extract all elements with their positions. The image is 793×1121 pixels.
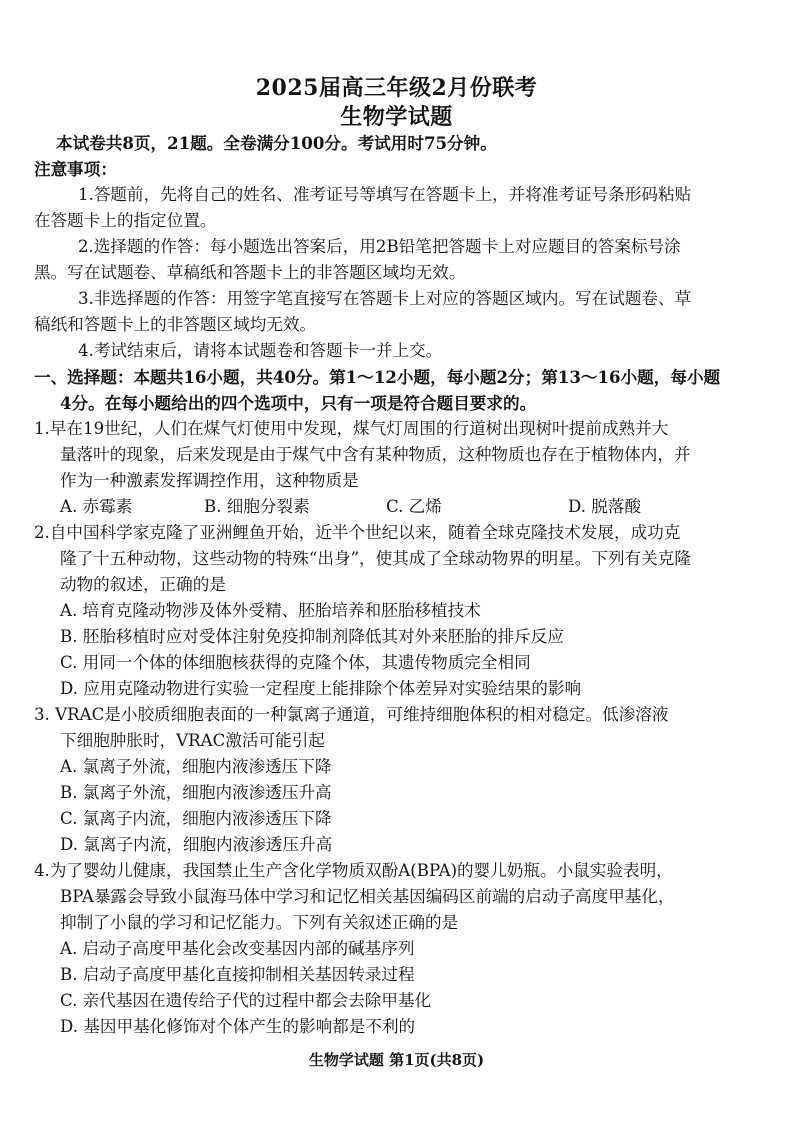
exam-title: 2025届高三年级2月份联考	[255, 75, 538, 101]
question-1-option-b: B. 细胞分裂素	[204, 497, 310, 516]
question-3-option-b: B. 氯离子外流，细胞内液渗透压升高	[60, 783, 332, 802]
question-2-option-d: D. 应用克隆动物进行实验一定程度上能排除个体差异对实验结果的影响	[60, 679, 582, 698]
notice-heading: 注意事项：	[34, 159, 117, 179]
exam-subtitle: 生物学试题	[340, 104, 453, 130]
question-2-stem-line-3: 动物的叙述，正确的是	[60, 575, 226, 594]
notice-item-3-line-1: 3.非选择题的作答：用签字笔直接写在答题卡上对应的答题区域内。写在试题卷、草	[78, 289, 692, 308]
question-1-options	[0, 494, 793, 520]
notice-item-1-line-2: 在答题卡上的指定位置。	[34, 211, 217, 230]
notice-item-2-line-1: 2.选择题的作答：每小题选出答案后，用2B铅笔把答题卡上对应题目的答案标号涂	[78, 237, 681, 256]
page-footer: 生物学试题 第1页(共8页)	[308, 1051, 485, 1069]
question-3-option-c: C. 氯离子内流，细胞内液渗透压下降	[60, 809, 332, 828]
section-heading-line-2: 4分。在每小题给出的四个选项中，只有一项是符合题目要求的。	[60, 393, 537, 413]
notice-item-4: 4.考试结束后，请将本试题卷和答题卡一并上交。	[78, 341, 443, 360]
question-4-option-d: D. 基因甲基化修饰对个体产生的影响都是不利的	[60, 1017, 416, 1036]
question-2-option-a: A. 培育克隆动物涉及体外受精、胚胎培养和胚胎移植技术	[60, 601, 481, 620]
notice-item-3-line-2: 稿纸和答题卡上的非答题区域均无效。	[34, 315, 317, 334]
question-2-stem-line-1: 2.自中国科学家克隆了亚洲鲤鱼开始，近半个世纪以来，随着全球克隆技术发展，成功克	[34, 523, 681, 542]
exam-info: 本试卷共8页，21题。全卷满分100分。考试用时75分钟。	[56, 133, 497, 153]
question-1-stem-line-1: 1.早在19世纪，人们在煤气灯使用中发现，煤气灯周围的行道树出现树叶提前成熟并大	[34, 419, 669, 438]
question-1-option-d: D. 脱落酸	[568, 497, 642, 516]
question-1-option-a: A. 赤霉素	[60, 497, 133, 516]
question-4-option-a: A. 启动子高度甲基化会改变基因内部的碱基序列	[60, 939, 415, 958]
question-1-option-c: C. 乙烯	[386, 497, 442, 516]
notice-item-1-line-1: 1.答题前，先将自己的姓名、准考证号等填写在答题卡上，并将准考证号条形码粘贴	[78, 185, 692, 204]
question-4-stem-line-1: 4.为了婴幼儿健康，我国禁止生产含化学物质双酚A(BPA)的婴儿奶瓶。小鼠实验表明，	[34, 861, 673, 880]
section-heading-line-1: 一、选择题：本题共16小题，共40分。第1～12小题，每小题2分；第13～16小题，每小题	[34, 367, 721, 387]
question-3-option-a: A. 氯离子外流，细胞内液渗透压下降	[60, 757, 332, 776]
question-3-stem-line-1: 3. VRAC是小胶质细胞表面的一种氯离子通道，可维持细胞体积的相对稳定。低渗溶液	[34, 705, 669, 724]
question-4-option-c: C. 亲代基因在遗传给子代的过程中都会去除甲基化	[60, 991, 432, 1010]
notice-item-2-line-2: 黑。写在试题卷、草稿纸和答题卡上的非答题区域均无效。	[34, 263, 466, 282]
question-2-option-c: C. 用同一个体的体细胞核获得的克隆个体，其遗传物质完全相同	[60, 653, 531, 672]
question-4-option-b: B. 启动子高度甲基化直接抑制相关基因转录过程	[60, 965, 415, 984]
question-3-stem-line-2: 下细胞肿胀时，VRAC激活可能引起	[60, 731, 325, 750]
question-4-stem-line-3: 抑制了小鼠的学习和记忆能力。下列有关叙述正确的是	[60, 913, 459, 932]
question-1-stem-line-2: 量落叶的现象，后来发现是由于煤气中含有某种物质，这种物质也存在于植物体内，并	[60, 445, 691, 464]
question-1-stem-line-3: 作为一种激素发挥调控作用，这种物质是	[60, 471, 359, 490]
question-2-option-b: B. 胚胎移植时应对受体注射免疫抑制剂降低其对外来胚胎的排斥反应	[60, 627, 564, 646]
question-3-option-d: D. 氯离子内流，细胞内液渗透压升高	[60, 835, 333, 854]
question-2-stem-line-2: 隆了十五种动物，这些动物的特殊“出身”，使其成了全球动物界的明星。下列有关克隆	[60, 549, 691, 568]
question-4-stem-line-2: BPA暴露会导致小鼠海马体中学习和记忆相关基因编码区前端的启动子高度甲基化，	[60, 887, 675, 906]
